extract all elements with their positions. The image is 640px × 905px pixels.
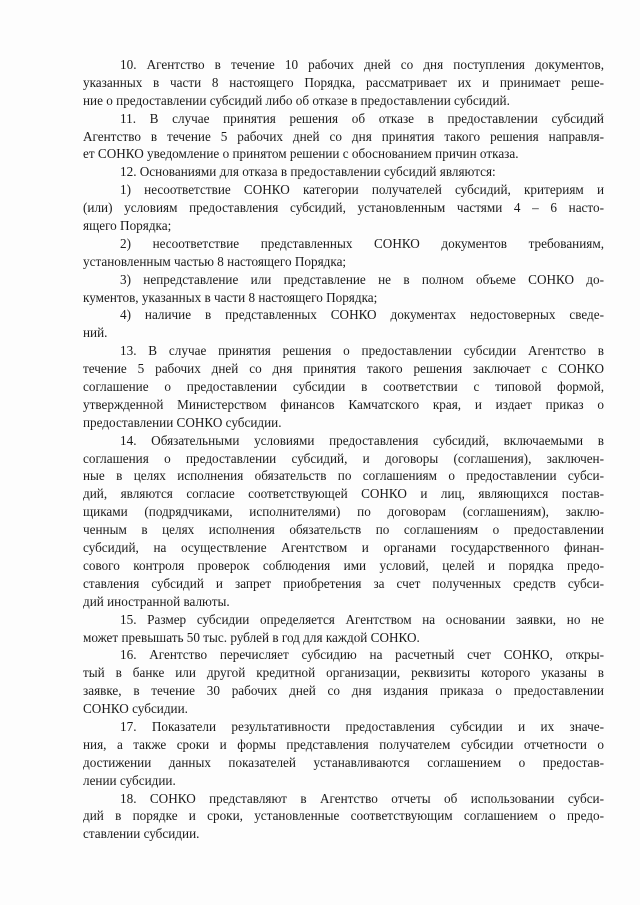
text-line: указанных в части 8 настоящего Порядка, рассматривает их и принимает реше- <box>83 74 604 90</box>
text-line: 14. Обязательными условиями предоставления субсидий, включаемыми в <box>120 432 604 448</box>
paragraph-p11 <box>83 110 604 164</box>
paragraph-p15 <box>83 611 604 647</box>
text-line: ние о предоставлении субсидий либо об отказе в предоставлении субсидий. <box>83 92 510 108</box>
text-line: ния, а также сроки и формы представления получателем субсидии отчетности о <box>83 736 604 752</box>
text-line: ченным в целях исполнения обязательств по соглашениям о предоставлении <box>83 522 604 538</box>
paragraph-p12-2 <box>83 235 604 271</box>
text-line: достижении данных показателей устанавливаются соглашением о предостав- <box>83 754 604 770</box>
paragraph-p14 <box>83 432 604 611</box>
text-line: 11. В случае принятия решения об отказе в предоставлении субсидий <box>120 110 604 126</box>
text-line: 10. Агентство в течение 10 рабочих дней со дня поступления документов, <box>120 57 604 72</box>
text-line: щиками (подрядчиками, исполнителями) по договорам (соглашениям), заклю- <box>83 504 604 520</box>
paragraph-p17 <box>83 718 604 790</box>
text-line: 3) непредставление или представление не в полном объеме СОНКО до- <box>120 271 604 287</box>
text-line: ставления субсидий и запрет приобретения за счет полученных средств субси- <box>83 575 604 591</box>
paragraph-p12-3 <box>83 271 604 307</box>
text-line: субсидий, на осуществление Агентством и органами государственного финан- <box>83 540 604 556</box>
text-line: дий иностранной валюты. <box>83 593 230 609</box>
paragraph-p16 <box>83 646 604 718</box>
text-line: 12. Основаниями для отказа в предоставлении субсидий являются: <box>120 164 496 180</box>
paragraph-p12-1 <box>83 181 604 235</box>
text-line: дий, являются согласие соответствующей СОНКО и лиц, являющихся постав- <box>83 486 604 502</box>
text-line: 17. Показатели результативности предоставления субсидии и их значе- <box>120 718 604 734</box>
text-line: 16. Агентство перечисляет субсидию на расчетный счет СОНКО, откры- <box>120 647 604 663</box>
text-line: тый в банке или другой кредитной организации, реквизиты которого указаны в <box>83 665 604 681</box>
text-line: (или) условиям предоставления субсидий, установленным частями 4 – 6 насто- <box>83 200 604 216</box>
document-body <box>83 56 604 843</box>
text-line: сового контроля проверок соблюдения ими условий, целей и порядка предо- <box>83 557 604 573</box>
text-line: лении субсидии. <box>83 772 176 788</box>
paragraph-p12-4 <box>83 306 604 342</box>
text-line: установленным частью 8 настоящего Порядка; <box>83 253 347 269</box>
text-line: ные в целях исполнения обязательств по соглашениям о предоставлении субси- <box>83 468 604 484</box>
text-line: ящего Порядка; <box>83 218 172 234</box>
text-line: 4) наличие в представленных СОНКО документах недостоверных сведе- <box>120 307 604 323</box>
paragraph-p13 <box>83 342 604 431</box>
text-line: ставлении субсидии. <box>83 826 200 842</box>
text-line: дий в порядке и сроки, установленные соответствующим соглашением о предо- <box>83 808 604 824</box>
text-line: течение 5 рабочих дней со дня принятия такого решения заключает с СОНКО <box>83 361 604 377</box>
text-line: 15. Размер субсидии определяется Агентством на основании заявки, но не <box>120 611 604 627</box>
text-line: 18. СОНКО представляют в Агентство отчеты об использовании субси- <box>120 790 604 806</box>
text-line: утвержденной Министерством финансов Камчатского края, и издает приказ о <box>83 396 604 412</box>
text-line: может превышать 50 тыс. рублей в год для каждой СОНКО. <box>83 629 420 645</box>
text-line: предоставлении СОНКО субсидии. <box>83 414 282 430</box>
text-line: 2) несоответствие представленных СОНКО документов требованиям, <box>120 235 604 251</box>
paragraph-p12 <box>83 163 604 181</box>
text-line: заявке, в течение 30 рабочих дней со дня издания приказа о предоставлении <box>83 683 604 699</box>
text-line: Агентство в течение 5 рабочих дней со дня принятия такого решения направля- <box>83 128 604 144</box>
paragraph-p10 <box>83 56 604 110</box>
text-line: кументов, указанных в части 8 настоящего Порядка; <box>83 289 378 305</box>
text-line: 1) несоответствие СОНКО категории получателей субсидий, критериям и <box>120 182 604 198</box>
text-line: 13. В случае принятия решения о предоставлении субсидии Агентство в <box>120 343 604 359</box>
text-line: соглашения о предоставлении субсидий, и договоры (соглашения), заключен- <box>83 450 604 466</box>
text-line: СОНКО субсидии. <box>83 701 188 717</box>
text-line: ет СОНКО уведомление о принятом решении с обоснованием причин отказа. <box>83 146 519 162</box>
text-line: соглашение о предоставлении субсидии в соответствии с типовой формой, <box>83 379 604 395</box>
paragraph-p18 <box>83 790 604 844</box>
text-line: ний. <box>83 325 108 341</box>
